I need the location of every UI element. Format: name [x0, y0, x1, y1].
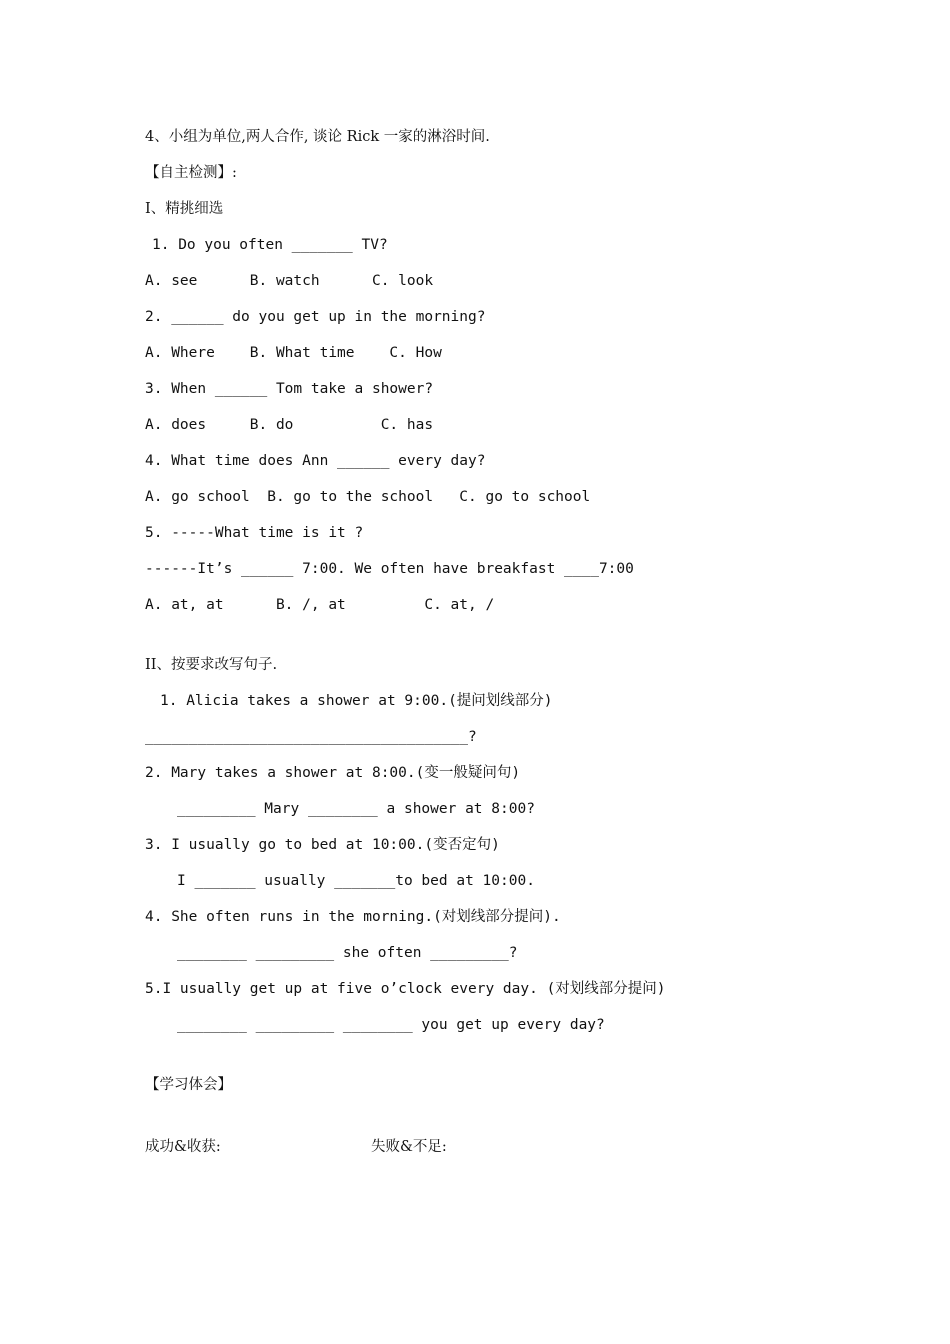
question-2: 2. ______ do you get up in the morning? [145, 309, 486, 325]
part-i-heading: I、精挑细选 [145, 201, 224, 217]
rewrite-1: 1. Alicia takes a shower at 9:00.(提问划线部分) [160, 693, 553, 709]
question-5-options: A. at, at B. /, at C. at, / [145, 597, 495, 613]
rewrite-5-answer: ________ _________ ________ you get up every day? [177, 1017, 605, 1033]
rewrite-4-answer: ________ _________ she often _________? [177, 945, 518, 961]
question-1: 1. Do you often _______ TV? [152, 237, 388, 253]
success-label: 成功&收获: [145, 1139, 221, 1155]
part-ii-heading: II、按要求改写句子. [145, 657, 278, 673]
failure-label: 失败&不足: [371, 1139, 447, 1155]
rewrite-4: 4. She often runs in the morning.(对划线部分提问). [145, 909, 561, 925]
question-5-line1: 5. -----What time is it ? [145, 525, 364, 541]
question-1-options: A. see B. watch C. look [145, 273, 434, 289]
rewrite-1-answer-blank: _____________________________________? [145, 729, 477, 745]
question-5-line2: ------It’s ______ 7:00. We often have breakfast ____7:00 [145, 561, 634, 577]
rewrite-2: 2. Mary takes a shower at 8:00.(变一般疑问句) [145, 765, 521, 781]
question-3: 3. When ______ Tom take a shower? [145, 381, 434, 397]
question-3-options: A. does B. do C. has [145, 417, 434, 433]
question-2-options: A. Where B. What time C. How [145, 345, 442, 361]
task-4-instruction: 4、小组为单位,两人合作, 谈论 Rick 一家的淋浴时间. [145, 129, 490, 145]
rewrite-5: 5.I usually get up at five o’clock every day. (对划线部分提问) [145, 981, 666, 997]
question-4-options: A. go school B. go to the school C. go to school [145, 489, 591, 505]
question-4: 4. What time does Ann ______ every day? [145, 453, 486, 469]
rewrite-3: 3. I usually go to bed at 10:00.(变否定句) [145, 837, 500, 853]
section-reflection-heading: 【学习体会】 [145, 1077, 232, 1093]
rewrite-3-answer: I _______ usually _______to bed at 10:00. [177, 873, 535, 889]
rewrite-2-answer: _________ Mary ________ a shower at 8:00? [177, 801, 535, 817]
section-self-test-heading: 【自主检测】: [145, 165, 237, 181]
